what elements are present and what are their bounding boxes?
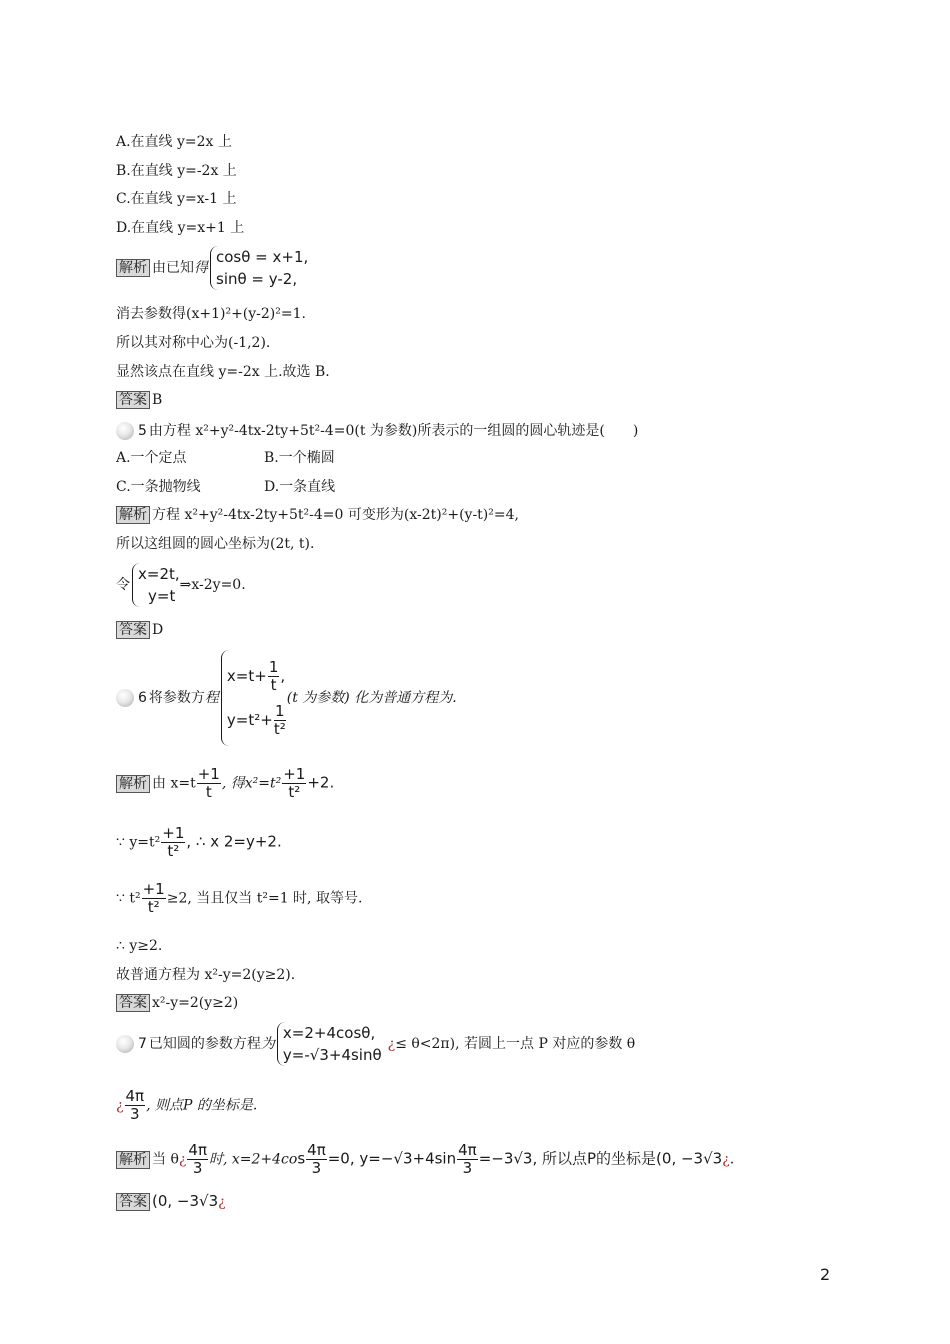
answer-label: 答案 <box>116 621 150 639</box>
q5-sys-line1: x=2t, <box>138 565 180 583</box>
q6-number: 6 <box>138 690 147 706</box>
q6-sys-line1: x=t+ $\frac{1}{t}$ , <box>226 658 286 694</box>
q6-stem <box>116 650 457 746</box>
q5-number: 5 <box>138 423 147 439</box>
question-bullet-icon <box>116 1035 134 1053</box>
q6-answer-value: x²-y=2(y≥2) <box>152 995 239 1011</box>
q5-ling: 令 <box>116 577 130 593</box>
q7-system <box>275 1022 382 1066</box>
q6-stem-tail: (t 为参数) 化为普通方程为. <box>286 690 457 706</box>
q7-inv-mark: ¿ <box>116 1097 124 1114</box>
q7-answer-value: (0, −3√3 <box>152 1192 219 1210</box>
q7-stem-c: ≤ θ<2π), 若圆上一点 P 对应的参数 θ <box>395 1036 636 1052</box>
option-a: A.在直线 y=2x 上 <box>116 134 232 150</box>
q6-analysis-line5: 故普通方程为 x²-y=2(y≥2). <box>116 967 296 983</box>
q7-inv-mark: ¿ <box>387 1036 396 1052</box>
q5-result: ⇒x-2y=0. <box>179 577 246 593</box>
q4-answer-value: B <box>152 392 163 408</box>
q6-answer <box>116 994 238 1012</box>
q7-stem <box>116 1022 635 1066</box>
q5-system <box>130 563 180 607</box>
option-d: D.在直线 y=x+1 上 <box>116 220 245 236</box>
q4-analysis-line1 <box>116 246 308 290</box>
q4-analysis-prefix: 由已知 <box>152 260 194 276</box>
q6-sys-line2: y=t²+ $\frac{1}{\text{t²}}$ <box>226 702 286 738</box>
q5-option-a: A.一个定点 <box>116 450 187 466</box>
q7-number: 7 <box>138 1036 147 1052</box>
answer-label: 答案 <box>116 1193 150 1211</box>
q4-analysis-line3: 所以其对称中心为(-1,2). <box>116 335 271 351</box>
q5-option-b: B.一个椭圆 <box>264 450 335 466</box>
q6-stem-a: 将参数方 <box>148 690 205 706</box>
q5-analysis-line2: 所以这组圆的圆心坐标为(2t, t). <box>116 536 315 552</box>
analysis-label: 解析 <box>116 1151 150 1169</box>
q4-analysis-line2: 消去参数得(x+1)²+(y-2)²=1. <box>116 306 306 322</box>
q5-option-d: D.一条直线 <box>264 479 336 495</box>
question-bullet-icon <box>116 422 134 440</box>
q7-answer <box>116 1192 226 1211</box>
q7-sys-line2: y=-√3+4sinθ <box>282 1046 382 1064</box>
q7-stem-d: , 则点P 的坐标是. <box>146 1097 258 1114</box>
q5-answer <box>116 621 163 639</box>
q4-sys-line1: cosθ = x+1, <box>216 248 309 266</box>
q7-sys-line1: x=2+4cosθ, <box>282 1024 376 1042</box>
q6-analysis-line2: ∵ y=t² $\frac{+1}{\text{t²}}$ , ∴ x 2=y+2. <box>116 824 282 860</box>
q6-stem-b: 程 <box>204 690 219 706</box>
q5-stem <box>116 422 638 440</box>
q4-sys-line2: sinθ = y-2, <box>216 270 298 288</box>
q6-analysis-line3: ∵ t² $\frac{+1}{\text{t²}}$ ≥2, 当且仅当 t²=1 时, 取等号. <box>116 880 363 916</box>
q5-options-row2 <box>116 478 335 496</box>
q7-stem-line2: ¿ $\frac{4\pi}{3}$ , 则点P 的坐标是. <box>116 1087 258 1123</box>
q4-analysis-de: 得 <box>194 260 208 276</box>
answer-label: 答案 <box>116 994 150 1012</box>
q5-option-c: C.一条抛物线 <box>116 479 201 495</box>
q5-stem-text: 由方程 x²+y²-4tx-2ty+5t²-4=0(t 为参数)所表示的一组圆的圆心轨迹是( ) <box>148 423 639 439</box>
q7-analysis: 解析 当 θ¿ $\frac{4\pi}{3}$ 时, x=2+4cos $\frac{4\pi}{3}$ =0, y=−√3+4sin $\frac{4\pi}{3}$ =−3√3, 所以点P的坐标是(0, −3√3¿. <box>116 1142 734 1177</box>
option-c: C.在直线 y=x-1 上 <box>116 191 237 207</box>
answer-label: 答案 <box>116 391 150 409</box>
q5-analysis-line1 <box>116 506 519 524</box>
option-b: B.在直线 y=-2x 上 <box>116 163 237 179</box>
question-bullet-icon <box>116 689 134 707</box>
q6-system <box>219 650 287 746</box>
q5-answer-value: D <box>152 622 164 638</box>
q7-stem-b: 为 <box>260 1036 275 1052</box>
q6-analysis-line4: ∴ y≥2. <box>116 938 163 954</box>
q5-sys-line2: y=t <box>148 587 176 605</box>
q5-analysis-line3 <box>116 563 246 607</box>
q7-inv-mark: ¿ <box>218 1194 226 1210</box>
q4-system <box>208 246 308 290</box>
q5-analysis1: 方程 x²+y²-4tx-2ty+5t²-4=0 可变形为(x-2t)²+(y-t)²=4, <box>152 507 519 523</box>
analysis-label: 解析 <box>116 506 150 524</box>
q4-analysis-line4: 显然该点在直线 y=-2x 上.故选 B. <box>116 364 330 380</box>
analysis-label: 解析 <box>116 259 150 277</box>
q6-analysis-line1: 解析 由 x=t $\frac{+1}{t}$ , 得x²=t² $\frac{+1}{\text{t²}}$ +2. <box>116 766 334 801</box>
q7-stem-a: 已知圆的参数方程 <box>148 1036 261 1052</box>
page-number: 2 <box>820 1265 831 1284</box>
q4-answer <box>116 391 162 409</box>
analysis-label: 解析 <box>116 775 150 793</box>
q5-options-row1 <box>116 449 335 467</box>
